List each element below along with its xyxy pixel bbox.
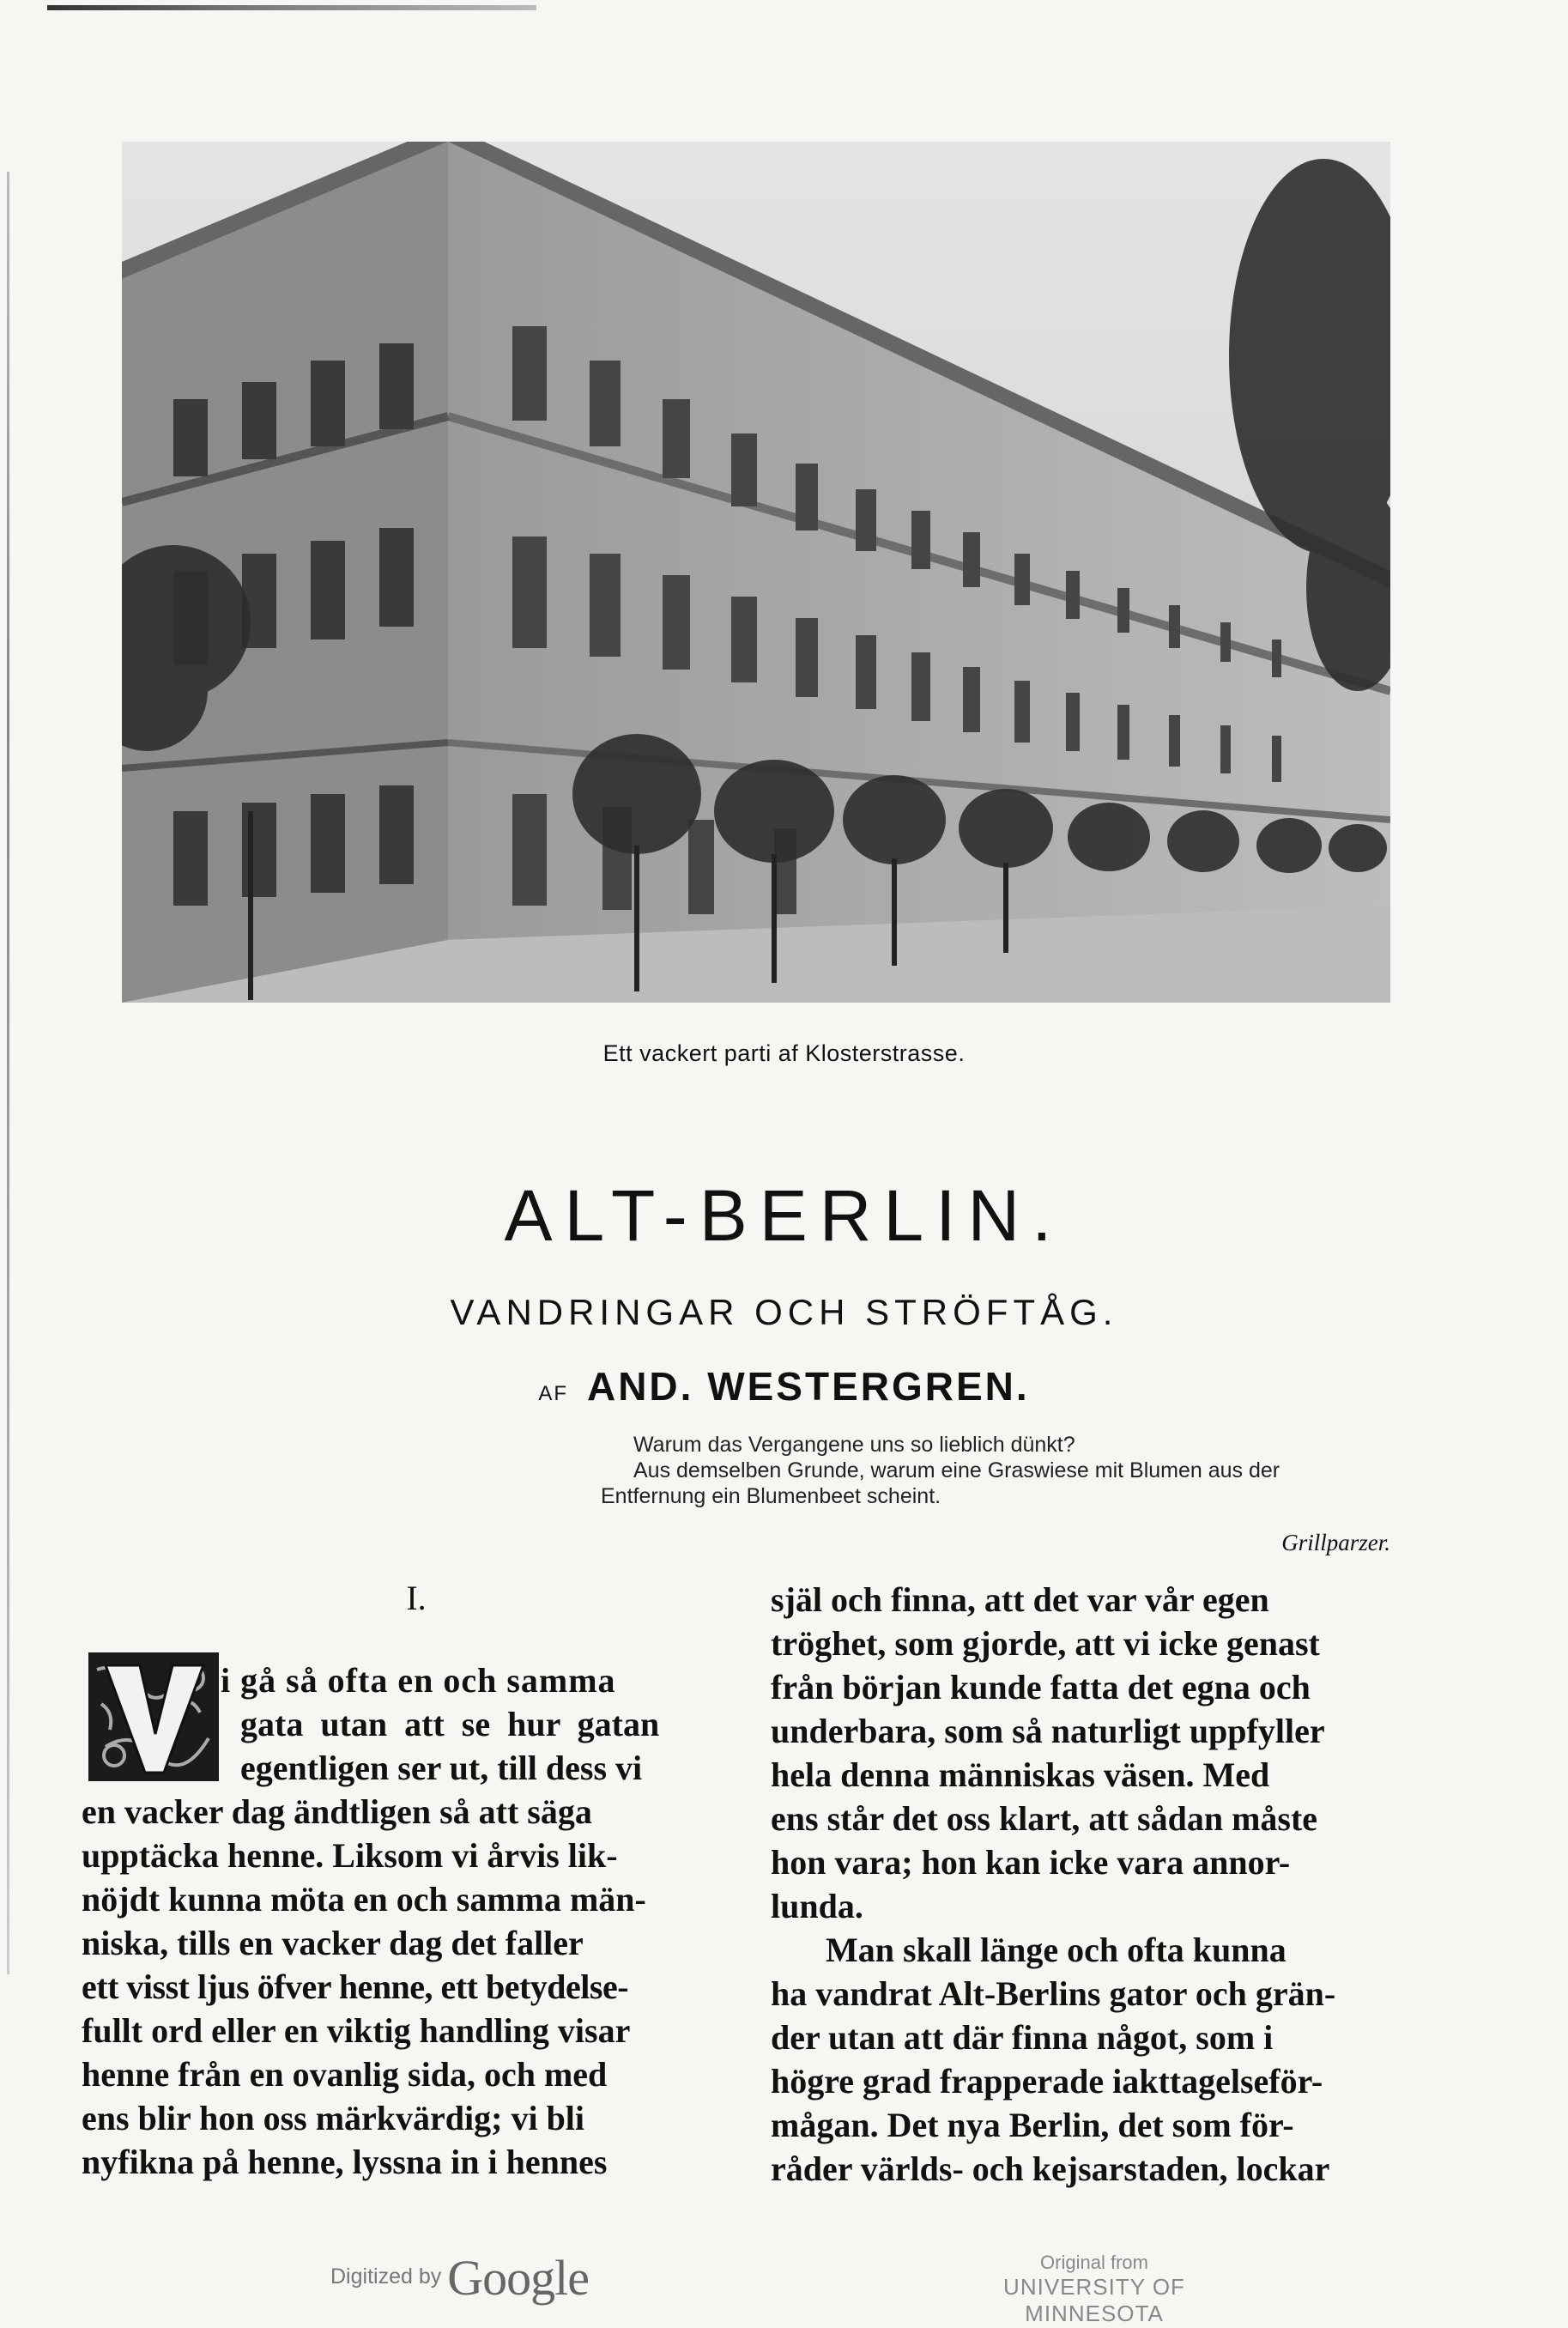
body-line: upptäcka henne. Liksom vi årvis lik- [82,1836,618,1875]
body-line: niska, tills en vacker dag det faller [82,1924,584,1962]
epigraph [601,1432,1425,1509]
body-line: ens blir hon oss märkvärdig; vi bli [82,2099,585,2137]
google-logo: Google [447,2250,589,2306]
body-column-right [771,1578,1423,2191]
body-line: ha vandrat Alt-Berlins gator och grän- [771,1974,1336,2013]
body-line: Man skall länge och ofta kunna [826,1931,1286,1969]
body-line: der utan att där finna något, som i [771,2018,1274,2057]
byline [0,1363,1568,1410]
epigraph-line: Entfernung ein Blumenbeet scheint. [601,1484,941,1508]
building-illustration [122,142,1390,1003]
body-line: mågan. Det nya Berlin, det som för- [771,2106,1294,2144]
body-line: henne från en ovanlig sida, och med [82,2055,608,2094]
body-line: hon vara; hon kan icke vara annor- [771,1843,1291,1882]
body-line: fullt ord eller en viktig handling visar [82,2011,631,2050]
body-line: lunda. [771,1887,863,1925]
body-line: råder världs- och kejsarstaden, lockar [771,2149,1330,2188]
epigraph-line: Aus demselben Grunde, warum eine Graswiese mit Blumen aus der [633,1458,1280,1482]
scan-binding-shadow [7,172,9,1974]
body-line: högre grad frapperade iakttagelseför- [771,2062,1323,2101]
street-photo [122,142,1390,1003]
body-line: underbara, som så naturligt uppfyller [771,1712,1325,1750]
body-line: själ och finna, att det var vår egen [771,1580,1269,1619]
source-watermark [948,2252,1240,2327]
body-line: egentligen ser ut, till dess vi [240,1749,643,1787]
photo-caption: Ett vackert parti af Klosterstrasse. [602,1040,966,1066]
body-line: ett visst ljus öfver henne, ett betydelse- [82,1967,629,2006]
body-line: tröghet, som gjorde, att vi icke genast [771,1624,1320,1663]
body-line: i gå så ofta en och samma [221,1661,616,1700]
body-line: gata utan att se hur gatan [240,1705,660,1743]
body-line: ens står det oss klart, att sådan måste [771,1799,1318,1838]
digitized-by-label: Digitized by [330,2264,442,2289]
epigraph-attribution: Grillparzer. [1281,1530,1390,1555]
section-number: I. [406,1579,427,1617]
body-line: nyfikna på henne, lyssna in i hennes [82,2143,608,2181]
epigraph-line: Warum das Vergangene uns so lieblich dünkt? [633,1433,1075,1457]
body-line: en vacker dag ändtligen så att säga [82,1792,592,1831]
digitized-by-watermark [330,2249,589,2307]
author-name: AND. WESTERGREN. [586,1364,1030,1409]
original-from-label: Original from [1040,2252,1148,2273]
body-line: från början kunde fatta det egna och [771,1668,1311,1707]
article-title: ALT-BERLIN. [504,1175,1064,1256]
scan-edge-mark [47,5,536,10]
institution-name: UNIVERSITY OF MINNESOTA [1003,2274,1185,2326]
article-subtitle: VANDRINGAR OCH STRÖFTÅG. [450,1292,1118,1332]
body-line: hela denna människas väsen. Med [771,1755,1270,1794]
body-column-left [82,1658,734,2184]
body-line: nöjdt kunna möta en och samma män- [82,1880,646,1919]
byline-prefix: AF [538,1382,568,1405]
